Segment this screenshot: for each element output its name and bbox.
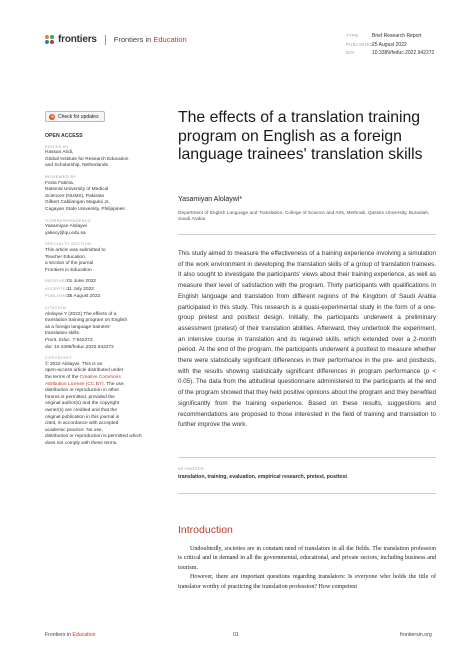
author-affiliation: Department of English Language and Translation, College of Science and Arts, Methnab, Qassim University, Buraidah, Saudi Arabia	[178, 211, 430, 223]
citation: Alolaywi Y (2022) The effects of a translation training program on English as a foreign language trainees' translation skills. Front. Educ. 7:942272. doi: 10.3389/feduc.2022.942272	[45, 311, 128, 350]
copyright-label: COPYRIGHT	[45, 355, 72, 361]
date-received: RECEIVED01 June 2022	[45, 278, 97, 285]
introduction-body	[178, 545, 436, 592]
footer-journal: Frontiers in Education	[45, 632, 96, 638]
divider-keywords	[178, 493, 436, 494]
journal-name: Frontiers in Education	[113, 35, 187, 44]
divider-top	[178, 234, 436, 235]
meta-published: PUBLISHED25 August 2022	[346, 41, 407, 48]
page-number: 01	[233, 632, 239, 638]
brand-name: frontiers	[58, 34, 97, 45]
check-for-updates-button[interactable]	[45, 111, 105, 122]
correspondence-label: *CORRESPONDENCE	[45, 217, 92, 223]
intro-paragraph-1: Undoubtedly, societies are in constant need of translators in all the fields. The translation profession is critical and in demand in all the governmental, educational, and private sectors, including business and tourism.	[178, 546, 436, 571]
citation-label: CITATION	[45, 305, 66, 311]
copyright: © 2022 Alolaywi. This is an open-access article distributed under the terms of the Creative Commons Attribution License (CC BY). The use, distribution or reproduction in other forums is permitted, provided the original author(s) and the copyright owner(s) are credited and that the original publication in this journal is cited, in accordance with accepted academic practice. No use, distribution or reproduction is permitted which does not comply with these terms.	[45, 361, 142, 446]
introduction-heading: Introduction	[178, 524, 233, 536]
reviewed-by-label: REVIEWED BY	[45, 173, 77, 179]
correspondence[interactable]: Yasamiyan Alolaywi yaliecy@qu.edu.sa	[45, 224, 88, 236]
crossmark-icon	[49, 114, 55, 120]
keywords: translation, training, evaluation, empirical research, pretest, posttest	[178, 474, 347, 480]
author-name[interactable]: Yasamiyan Alolaywi*	[178, 196, 243, 203]
check-for-updates-label: Check for updates	[58, 113, 99, 120]
meta-type: TYPE Brief Research Report	[346, 33, 422, 39]
specialty-label: SPECIALTY SECTION	[45, 241, 92, 247]
specialty-section: This article was submitted to Teacher Education, a section of the journal Frontiers in Education	[45, 247, 106, 273]
open-access-label: OPEN ACCESS	[45, 133, 83, 139]
header-divider	[105, 35, 106, 45]
license-link[interactable]: Creative Commons Attribution License (CC BY)	[45, 375, 121, 387]
keywords-label: KEYWORDS	[178, 466, 204, 471]
article-title: The effects of a translation training program on English as a foreign language trainees' translation skills	[178, 109, 423, 163]
meta-doi: DOI 10.3389/feduc.2022.942272	[346, 50, 435, 56]
edited-by: Hassan Ahdi, Global Institute for Research Education and Scholarship, Netherlands	[45, 150, 129, 169]
footer-site-link[interactable]: frontiersin.org	[400, 632, 432, 638]
sidebar-info	[45, 133, 163, 448]
article-meta	[346, 32, 466, 58]
intro-paragraph-2: However, there are important questions regarding translators: Is everyone who holds the title of translator worthy of practicing the translation profession? How competent	[178, 574, 436, 590]
date-accepted: ACCEPTED11 July 2022	[45, 285, 94, 292]
journal-logo	[45, 34, 187, 45]
divider-bottom	[178, 457, 436, 458]
abstract: This study aimed to measure the effectiveness of a training experience involving a simulation of the work environment in developing the translation skills of a group of translation trainees. It also sought to investigate the participants' views about their training experience, as well as measure their level of satisfaction with the program. Thirty participants with qualifications in English language and translation from different regions of the Kingdom of Saudi Arabia participated in this study. This research is a quasi-experimental study in the form of a one-group pretest and posttest design. Initially, the participants underwent a preliminary assessment (pretest) of their translation abilities. Afterward, they undertook the experiment, an intensive course in translation and its required skills, which extended over a 2-month period. At the end of the program, the participants underwent a posttest to measure whether there were statistically significant differences in their performance in the pre- and posttests, with the results showing statistically significant differences in program performance (p < 0.05). The data from the attitudinal questionnaire administered to the participants at the end of the program showed that they held positive opinions about the program and they benefited significantly from the training experience. Based on these results, suggestions and recommendations are proposed to those interested in the field of training and translation to further improve the work.	[178, 250, 436, 429]
reviewed-by: Fozia Fatima, National University of Medical Sciences (NUMS), Pakistan Gilbert Cabilangan Maguloi Jr., Cagayan State University, Philippines	[45, 180, 125, 212]
edited-by-label: EDITED BY	[45, 143, 70, 149]
date-published: PUBLISHED25 August 2022	[45, 293, 101, 300]
article-dates	[45, 278, 163, 301]
frontiers-logo-icon	[45, 35, 55, 45]
